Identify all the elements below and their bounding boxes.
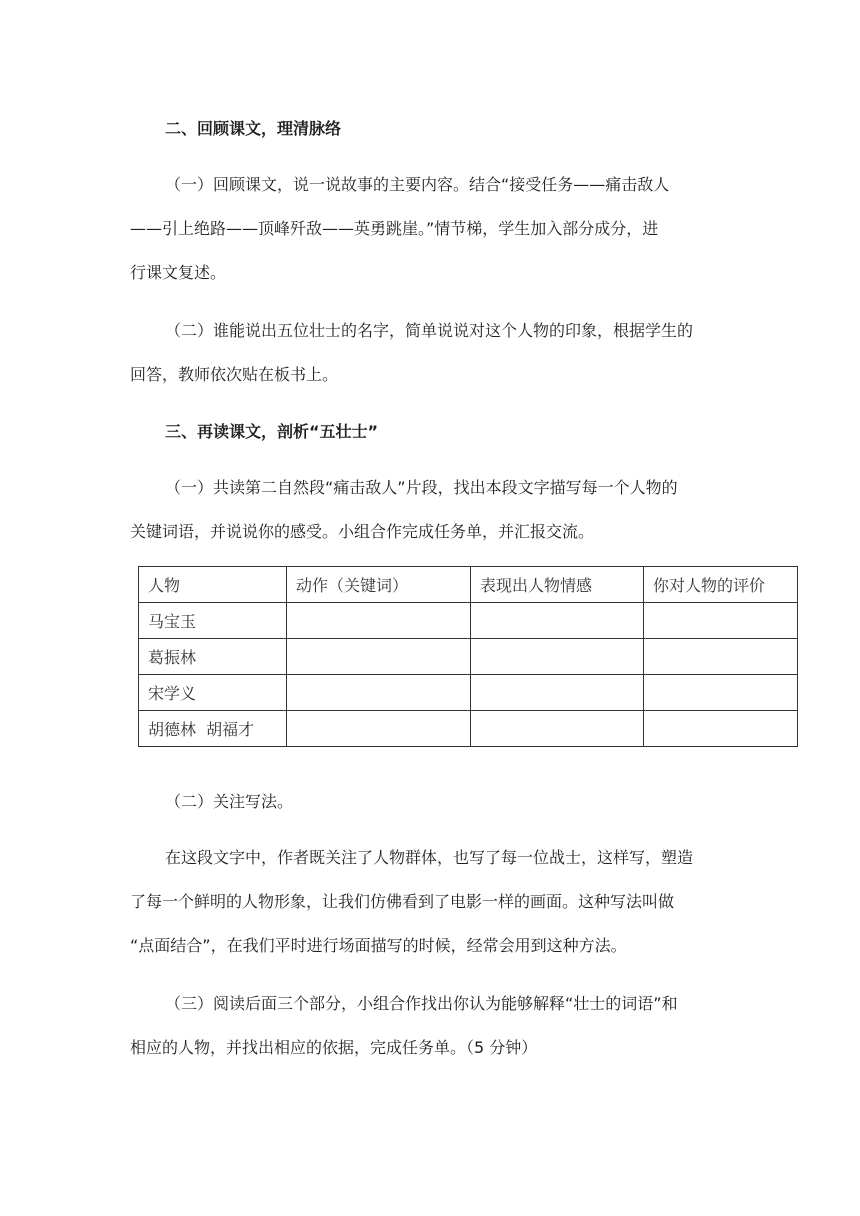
table-header-row bbox=[139, 567, 798, 603]
table-cell: 宋学义 bbox=[139, 675, 287, 711]
paragraph-line: ——引上绝路——顶峰歼敌——英勇跳崖。”情节梯，学生加入部分成分，进 bbox=[130, 219, 659, 238]
table-header-cell: 你对人物的评价 bbox=[644, 567, 798, 603]
table-cell bbox=[644, 675, 798, 711]
paragraph-line: “点面结合”，在我们平时进行场面描写的时候，经常会用到这种方法。 bbox=[130, 936, 627, 955]
table-header-cell: 人物 bbox=[139, 567, 287, 603]
table-cell: 葛振林 bbox=[139, 639, 287, 675]
paragraph-line: （二）关注写法。 bbox=[165, 792, 294, 811]
table-cell bbox=[644, 711, 798, 747]
paragraph-line: 相应的人物，并找出相应的依据，完成任务单。（5 分钟） bbox=[130, 1038, 538, 1057]
table-cell bbox=[287, 603, 471, 639]
paragraph-line: 了每一个鲜明的人物形象，让我们仿佛看到了电影一样的画面。这种写法叫做 bbox=[130, 892, 675, 911]
table-cell bbox=[471, 675, 644, 711]
table-cell: 马宝玉 bbox=[139, 603, 287, 639]
table-cell bbox=[287, 639, 471, 675]
paragraph-line: （一）共读第二自然段“痛击敌人”片段，找出本段文字描写每一个人物的 bbox=[165, 478, 678, 497]
table-cell bbox=[644, 639, 798, 675]
paragraph-line: 关键词语，并说说你的感受。小组合作完成任务单，并汇报交流。 bbox=[130, 522, 595, 541]
table-cell bbox=[471, 711, 644, 747]
table-cell bbox=[644, 603, 798, 639]
table-cell bbox=[471, 603, 644, 639]
table-row bbox=[139, 675, 798, 711]
table-header-cell: 表现出人物情感 bbox=[471, 567, 644, 603]
table-row bbox=[139, 603, 798, 639]
paragraph-line: （一）回顾课文，说一说故事的主要内容。结合“接受任务——痛击敌人 bbox=[165, 175, 670, 194]
paragraph-line: （二）谁能说出五位壮士的名字，简单说说对这个人物的印象，根据学生的 bbox=[165, 321, 694, 340]
table-cell bbox=[471, 639, 644, 675]
paragraph-line: （三）阅读后面三个部分，小组合作找出你认为能够解释“壮士的词语”和 bbox=[165, 994, 678, 1013]
table-cell: 胡德林 胡福才 bbox=[139, 711, 287, 747]
section-2-heading: 二、回顾课文，理清脉络 bbox=[165, 119, 342, 138]
task-table bbox=[138, 566, 798, 747]
paragraph-line: 在这段文字中，作者既关注了人物群体，也写了每一位战士，这样写，塑造 bbox=[165, 848, 694, 867]
paragraph-line: 回答，教师依次贴在板书上。 bbox=[130, 365, 339, 384]
table-cell bbox=[287, 675, 471, 711]
section-3-heading: 三、再读课文，剖析“五壮士” bbox=[165, 422, 379, 441]
table-row bbox=[139, 711, 798, 747]
table-row bbox=[139, 639, 798, 675]
table-header-cell: 动作（关键词） bbox=[287, 567, 471, 603]
paragraph-line: 行课文复述。 bbox=[130, 263, 227, 282]
table-cell bbox=[287, 711, 471, 747]
